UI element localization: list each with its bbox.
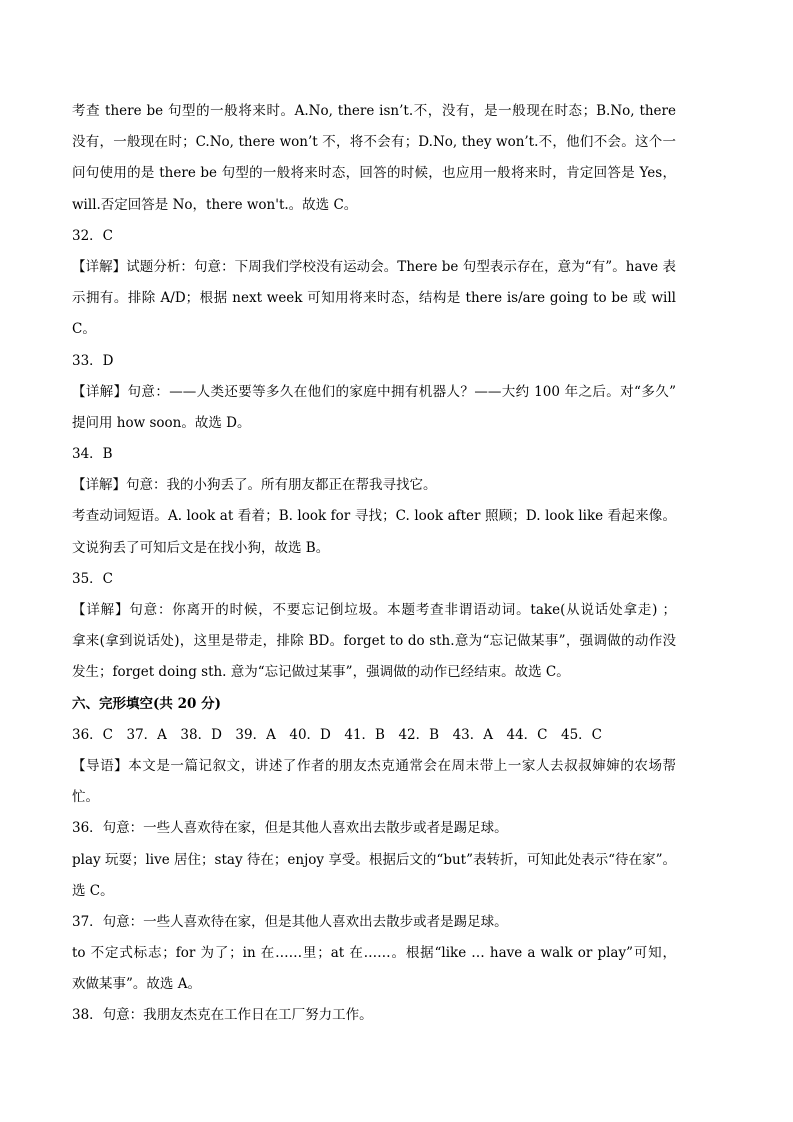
text-line: 32．C: [72, 227, 114, 244]
text-line: 【详解】句意：我的小狗丢了。所有朋友都正在帮我寻找它。: [72, 477, 437, 494]
text-line: 36．句意：一些人喜欢待在家，但是其他人喜欢出去散步或者是踢足球。: [72, 820, 508, 837]
text-line: 发生；forget doing sth. 意为“忘记做过某事”，强调做的动作已经结束。故选 C。: [72, 664, 570, 681]
text-line: 【详解】试题分析：句意：下周我们学校没有运动会。There be 句型表示存在，意为“有”。have 表: [72, 258, 676, 275]
text-line: 考查动词短语。A. look at 看着；B. look for 寻找；C. look after 照顾；D. look like 看起来像。: [72, 508, 676, 525]
document-page: [72, 96, 676, 1032]
text-line: 【详解】句意：——人类还要等多久在他们的家庭中拥有机器人？——大约 100 年之后。对“多久”: [72, 383, 676, 400]
text-line: 【详解】句意：你离开的时候，不要忘记倒垃圾。本题考查非谓语动词。take(从说话处拿走) ；: [72, 602, 676, 618]
text-line: 【导语】本文是一篇记叙文，讲述了作者的朋友杰克通常会在周末带上一家人去叔叔婶婶的农场帮: [72, 757, 676, 774]
text-line: 33．D: [72, 352, 114, 369]
text-line: 36．C 37．A 38．D 39．A 40．D 41．B 42．B 43．A 44．C 45．C: [72, 726, 603, 743]
text-line: play 玩耍；live 居住；stay 待在；enjoy 享受。根据后文的“but”表转折，可知此处表示“待在家”。: [72, 851, 676, 868]
text-line: to 不定式标志；for 为了；in 在……里；at 在……。根据“like … have a walk or play”可知，: [72, 945, 676, 962]
text-line: 示拥有。排除 A/D；根据 next week 可知用将来时态，结构是 there is/are going to be 或 will: [72, 290, 676, 307]
text-line: 选 C。: [72, 882, 114, 899]
text-line: 拿来(拿到说话处)，这里是带走，排除 BD。forget to do sth.意为“忘记做某事”，强调做的动作没: [72, 633, 676, 650]
section-heading: 六、完形填空(共 20 分): [72, 695, 221, 712]
text-line: 38．句意：我朋友杰克在工作日在工厂努力工作。: [72, 1007, 373, 1024]
text-line: 忙。: [72, 789, 99, 806]
text-line: 没有，一般现在时；C.No, there won’t 不，将不会有；D.No, they won’t.不，他们不会。这个一: [72, 134, 676, 151]
text-line: C。: [72, 321, 96, 338]
text-line: 35．C: [72, 570, 114, 587]
text-line: 文说狗丢了可知后文是在找小狗，故选 B。: [72, 539, 330, 556]
text-line: 问句使用的是 there be 句型的一般将来时态，回答的时候，也应用一般将来时，肯定回答是 Yes，: [72, 165, 676, 182]
text-line: 欢做某事”。故选 A。: [72, 976, 201, 993]
text-line: 34．B: [72, 446, 113, 463]
text-line: will.否定回答是 No，there won't.。故选 C。: [72, 196, 358, 213]
text-line: 37．句意：一些人喜欢待在家，但是其他人喜欢出去散步或者是踢足球。: [72, 913, 508, 930]
text-line: 提问用 how soon。故选 D。: [72, 414, 251, 431]
text-line: 考查 there be 句型的一般将来时。A.No, there isn’t.不，没有，是一般现在时态；B.No, there: [72, 103, 676, 119]
